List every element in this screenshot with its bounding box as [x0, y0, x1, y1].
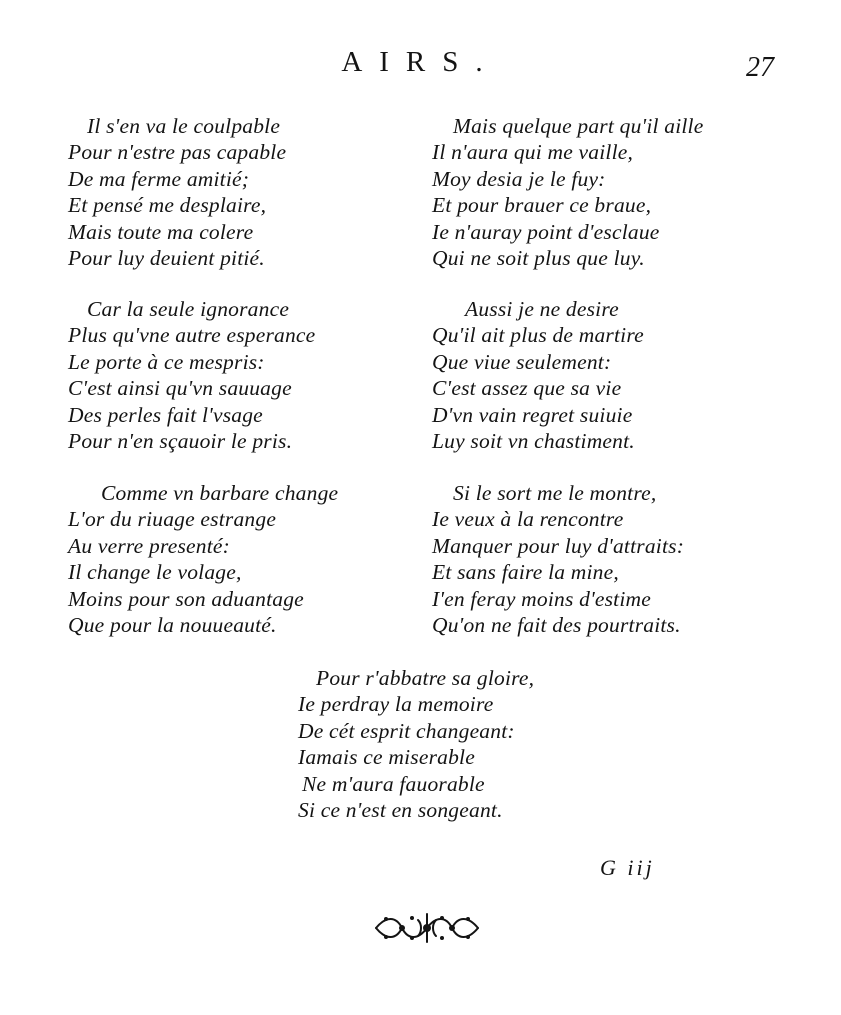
verse-line: Et pour brauer ce braue, [432, 193, 652, 218]
verse-line: Plus qu'vne autre esperance [68, 323, 316, 348]
verse-line: Mais quelque part qu'il aille [453, 114, 704, 138]
left-stanza-3 [68, 480, 338, 638]
verse-line: Si ce n'est en songeant. [298, 798, 503, 823]
left-stanza-2 [68, 296, 315, 454]
verse-line: Mais toute ma colere [68, 219, 254, 244]
verse-line: Et sans faire la mine, [432, 560, 619, 585]
verse-line: Si le sort me le montre, [453, 481, 657, 505]
page-number: 27 [746, 52, 774, 83]
verse-line: Ie n'auray point d'esclaue [432, 219, 660, 244]
verse-line: Que pour la nouueauté. [68, 613, 277, 638]
verse-line: Pour n'estre pas capable [68, 140, 287, 165]
verse-line: Moy desia je le fuy: [432, 166, 606, 191]
verse-line: Au verre presenté: [68, 533, 230, 558]
verse-line: Luy soit vn chastiment. [432, 429, 635, 454]
verse-line: Qu'on ne fait des pourtraits. [432, 613, 681, 638]
verse-line: Moins pour son aduantage [68, 586, 304, 611]
verse-line: Qu'il ait plus de martire [432, 323, 644, 348]
verse-line: Ie perdray la memoire [298, 692, 494, 717]
verse-line: Aussi je ne desire [465, 297, 619, 321]
verse-line: Il s'en va le coulpable [87, 114, 281, 138]
verse-line: De cét esprit changeant: [298, 718, 515, 743]
verse-line: Pour r'abbatre sa gloire, [316, 666, 535, 690]
verse-line: Le porte à ce mespris: [68, 349, 265, 374]
verse-line: Manquer pour luy d'attraits: [432, 533, 685, 558]
verse-line: C'est ainsi qu'vn sauuage [68, 376, 292, 401]
verse-line: Ne m'aura fauorable [302, 771, 485, 796]
verse-line: De ma ferme amitié; [68, 166, 250, 191]
verse-line: C'est assez que sa vie [432, 376, 622, 401]
verse-line: Pour n'en sçauoir le pris. [68, 429, 293, 454]
verse-line: Que viue seulement: [432, 349, 612, 374]
floral-tailpiece-ornament-icon [372, 908, 482, 948]
verse-line: Car la seule ignorance [87, 297, 290, 321]
left-stanza-1 [68, 113, 286, 271]
verse-line: L'or du riuage estrange [68, 507, 277, 532]
right-stanza-2 [432, 296, 644, 454]
verse-line: Il change le volage, [68, 560, 242, 585]
right-stanza-3 [432, 480, 684, 638]
verse-line: I'en feray moins d'estime [432, 586, 651, 611]
verse-line: Pour luy deuient pitié. [68, 246, 265, 271]
verse-line: Il n'aura qui me vaille, [432, 140, 634, 165]
verse-line: Iamais ce miserable [298, 745, 475, 770]
running-title: AIRS. [341, 46, 500, 78]
verse-line: Comme vn barbare change [101, 481, 339, 505]
verse-line: Et pensé me desplaire, [68, 193, 267, 218]
verse-line: Ie veux à la rencontre [432, 507, 624, 532]
final-stanza [298, 665, 534, 823]
right-stanza-1 [432, 113, 703, 271]
verse-line: Qui ne soit plus que luy. [432, 246, 645, 271]
verse-line: Des perles fait l'vsage [68, 402, 263, 427]
verse-line: D'vn vain regret suiuie [432, 402, 633, 427]
signature-mark: G iij [600, 855, 655, 880]
